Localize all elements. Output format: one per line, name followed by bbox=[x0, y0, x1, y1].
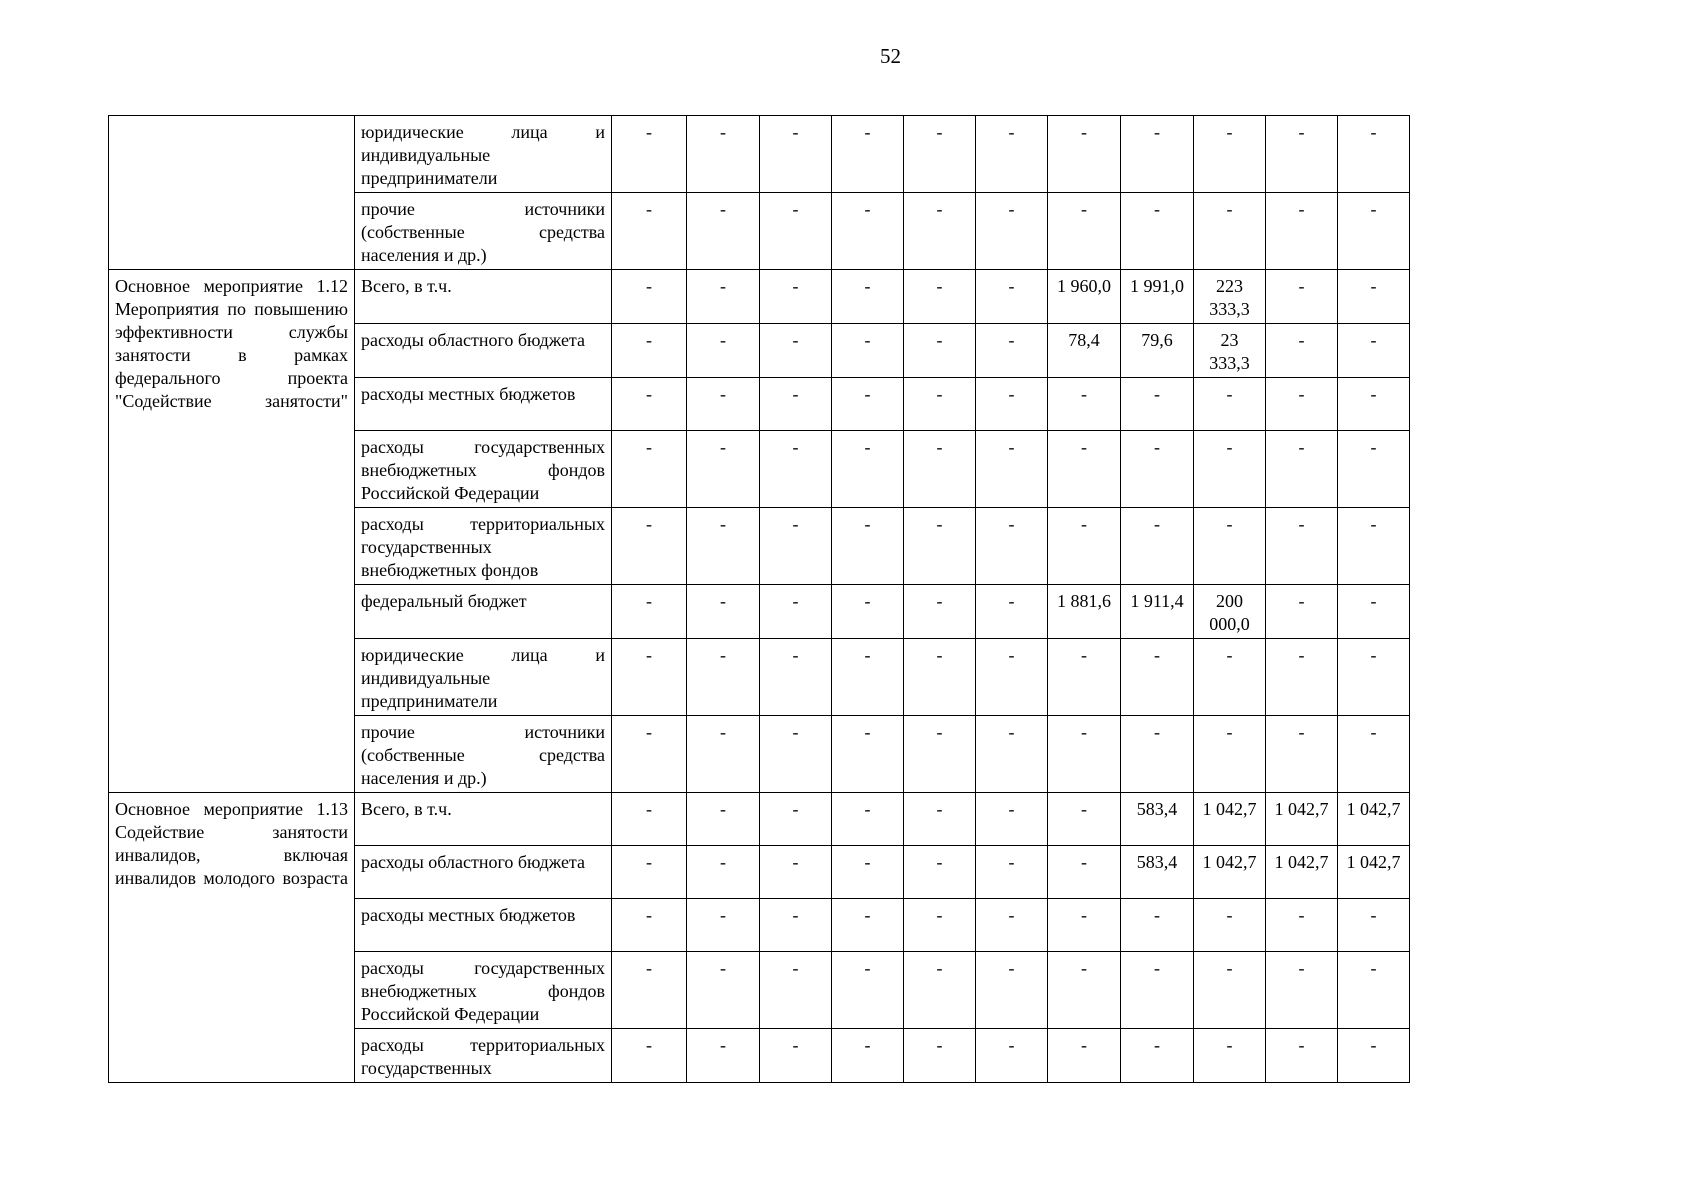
value-cell: - bbox=[832, 846, 904, 899]
value-cell: - bbox=[687, 716, 760, 793]
value-cell: - bbox=[1194, 116, 1266, 193]
value-cell: - bbox=[1121, 952, 1194, 1029]
value-cell: - bbox=[1048, 193, 1121, 270]
value-cell: - bbox=[1121, 716, 1194, 793]
value-cell: - bbox=[612, 716, 687, 793]
value-cell: - bbox=[1194, 193, 1266, 270]
funding-source-cell: прочие источники (собственные средства населения и др.) bbox=[355, 193, 612, 270]
value-cell: - bbox=[1121, 378, 1194, 431]
value-cell: - bbox=[976, 793, 1048, 846]
value-cell: - bbox=[1194, 952, 1266, 1029]
value-cell: 1 042,7 bbox=[1338, 793, 1410, 846]
value-cell: - bbox=[612, 116, 687, 193]
value-cell: - bbox=[904, 952, 976, 1029]
value-cell: - bbox=[687, 431, 760, 508]
value-cell: - bbox=[1194, 1029, 1266, 1083]
value-cell: - bbox=[760, 116, 832, 193]
value-cell: - bbox=[760, 639, 832, 716]
value-cell: - bbox=[1266, 270, 1338, 324]
value-cell: - bbox=[612, 431, 687, 508]
value-cell: - bbox=[1266, 585, 1338, 639]
value-cell: - bbox=[1338, 899, 1410, 952]
value-cell: 1 991,0 bbox=[1121, 270, 1194, 324]
value-cell: - bbox=[1338, 639, 1410, 716]
value-cell: - bbox=[760, 378, 832, 431]
value-cell: - bbox=[832, 270, 904, 324]
value-cell: 223 333,3 bbox=[1194, 270, 1266, 324]
value-cell: - bbox=[1048, 116, 1121, 193]
funding-source-cell: расходы государственных внебюджетных фондов Российской Федерации bbox=[355, 952, 612, 1029]
value-cell: - bbox=[612, 270, 687, 324]
value-cell: 1 042,7 bbox=[1194, 846, 1266, 899]
value-cell: - bbox=[832, 193, 904, 270]
value-cell: - bbox=[1121, 116, 1194, 193]
value-cell: - bbox=[760, 585, 832, 639]
value-cell: - bbox=[612, 952, 687, 1029]
value-cell: - bbox=[1121, 508, 1194, 585]
value-cell: - bbox=[832, 116, 904, 193]
value-cell: - bbox=[904, 639, 976, 716]
value-cell: - bbox=[1266, 716, 1338, 793]
value-cell: - bbox=[832, 585, 904, 639]
funding-source-cell: расходы территориальных государственных внебюджетных фондов bbox=[355, 508, 612, 585]
value-cell: - bbox=[612, 324, 687, 378]
value-cell: - bbox=[1048, 793, 1121, 846]
value-cell: - bbox=[687, 793, 760, 846]
event-cell bbox=[109, 116, 355, 270]
value-cell: - bbox=[760, 508, 832, 585]
value-cell: - bbox=[832, 952, 904, 1029]
value-cell: 1 042,7 bbox=[1266, 846, 1338, 899]
value-cell: 1 042,7 bbox=[1194, 793, 1266, 846]
value-cell: - bbox=[1048, 899, 1121, 952]
value-cell: - bbox=[1338, 716, 1410, 793]
value-cell: - bbox=[760, 952, 832, 1029]
value-cell: - bbox=[904, 716, 976, 793]
value-cell: 1 042,7 bbox=[1266, 793, 1338, 846]
value-cell: - bbox=[760, 193, 832, 270]
value-cell: - bbox=[612, 639, 687, 716]
value-cell: - bbox=[832, 378, 904, 431]
value-cell: - bbox=[687, 270, 760, 324]
value-cell: - bbox=[612, 378, 687, 431]
value-cell: - bbox=[1338, 431, 1410, 508]
value-cell: - bbox=[687, 899, 760, 952]
value-cell: - bbox=[612, 585, 687, 639]
value-cell: - bbox=[1266, 899, 1338, 952]
value-cell: - bbox=[832, 1029, 904, 1083]
value-cell: 583,4 bbox=[1121, 846, 1194, 899]
value-cell: 583,4 bbox=[1121, 793, 1194, 846]
value-cell: - bbox=[1048, 639, 1121, 716]
value-cell: - bbox=[687, 846, 760, 899]
value-cell: - bbox=[1048, 1029, 1121, 1083]
value-cell: - bbox=[976, 952, 1048, 1029]
funding-source-cell: расходы государственных внебюджетных фондов Российской Федерации bbox=[355, 431, 612, 508]
value-cell: - bbox=[1194, 639, 1266, 716]
table-row bbox=[109, 793, 1410, 846]
value-cell: - bbox=[760, 431, 832, 508]
table-row bbox=[109, 116, 1410, 193]
value-cell: - bbox=[1121, 193, 1194, 270]
value-cell: 78,4 bbox=[1048, 324, 1121, 378]
value-cell: - bbox=[832, 508, 904, 585]
value-cell: - bbox=[1338, 508, 1410, 585]
value-cell: - bbox=[1266, 324, 1338, 378]
value-cell: - bbox=[1266, 952, 1338, 1029]
value-cell: 1 911,4 bbox=[1121, 585, 1194, 639]
value-cell: - bbox=[904, 378, 976, 431]
value-cell: - bbox=[904, 431, 976, 508]
funding-source-cell: юридические лица и индивидуальные предприниматели bbox=[355, 116, 612, 193]
value-cell: - bbox=[904, 508, 976, 585]
value-cell: - bbox=[1048, 378, 1121, 431]
value-cell: - bbox=[760, 1029, 832, 1083]
value-cell: - bbox=[1338, 378, 1410, 431]
funding-source-cell: федеральный бюджет bbox=[355, 585, 612, 639]
value-cell: - bbox=[1266, 378, 1338, 431]
value-cell: - bbox=[976, 116, 1048, 193]
value-cell: - bbox=[904, 193, 976, 270]
value-cell: - bbox=[1338, 585, 1410, 639]
value-cell: - bbox=[1338, 116, 1410, 193]
value-cell: 1 960,0 bbox=[1048, 270, 1121, 324]
table-row bbox=[109, 270, 1410, 324]
value-cell: - bbox=[612, 193, 687, 270]
funding-source-cell: расходы областного бюджета bbox=[355, 324, 612, 378]
value-cell: - bbox=[1266, 116, 1338, 193]
value-cell: - bbox=[832, 431, 904, 508]
value-cell: - bbox=[1121, 431, 1194, 508]
value-cell: - bbox=[1266, 639, 1338, 716]
value-cell: - bbox=[687, 324, 760, 378]
value-cell: - bbox=[1338, 324, 1410, 378]
value-cell: - bbox=[1266, 1029, 1338, 1083]
value-cell: - bbox=[976, 508, 1048, 585]
value-cell: - bbox=[832, 716, 904, 793]
value-cell: - bbox=[1338, 952, 1410, 1029]
value-cell: - bbox=[687, 639, 760, 716]
table-body bbox=[109, 116, 1410, 1083]
value-cell: 23 333,3 bbox=[1194, 324, 1266, 378]
value-cell: - bbox=[976, 639, 1048, 716]
value-cell: - bbox=[1194, 378, 1266, 431]
value-cell: - bbox=[976, 431, 1048, 508]
value-cell: - bbox=[1048, 508, 1121, 585]
funding-source-cell: Всего, в т.ч. bbox=[355, 270, 612, 324]
funding-source-cell: Всего, в т.ч. bbox=[355, 793, 612, 846]
value-cell: - bbox=[1048, 716, 1121, 793]
value-cell: - bbox=[1194, 899, 1266, 952]
funding-source-cell: расходы областного бюджета bbox=[355, 846, 612, 899]
funding-source-cell: расходы территориальных государственных bbox=[355, 1029, 612, 1083]
value-cell: - bbox=[976, 324, 1048, 378]
value-cell: - bbox=[832, 899, 904, 952]
value-cell: - bbox=[832, 324, 904, 378]
value-cell: - bbox=[760, 270, 832, 324]
funding-source-cell: юридические лица и индивидуальные предприниматели bbox=[355, 639, 612, 716]
value-cell: - bbox=[687, 193, 760, 270]
value-cell: - bbox=[976, 716, 1048, 793]
value-cell: - bbox=[1338, 270, 1410, 324]
value-cell: - bbox=[976, 193, 1048, 270]
value-cell: - bbox=[760, 716, 832, 793]
value-cell: - bbox=[687, 952, 760, 1029]
value-cell: - bbox=[1194, 716, 1266, 793]
value-cell: - bbox=[612, 1029, 687, 1083]
financing-table bbox=[108, 115, 1410, 1083]
value-cell: - bbox=[1121, 899, 1194, 952]
value-cell: - bbox=[976, 899, 1048, 952]
value-cell: - bbox=[904, 1029, 976, 1083]
value-cell: - bbox=[1048, 431, 1121, 508]
value-cell: - bbox=[760, 324, 832, 378]
value-cell: - bbox=[1194, 431, 1266, 508]
value-cell: - bbox=[904, 116, 976, 193]
value-cell: - bbox=[1121, 639, 1194, 716]
value-cell: - bbox=[1194, 508, 1266, 585]
value-cell: - bbox=[904, 324, 976, 378]
value-cell: - bbox=[687, 378, 760, 431]
value-cell: - bbox=[760, 899, 832, 952]
value-cell: - bbox=[976, 270, 1048, 324]
value-cell: - bbox=[976, 846, 1048, 899]
value-cell: - bbox=[687, 116, 760, 193]
value-cell: - bbox=[1266, 508, 1338, 585]
value-cell: - bbox=[687, 1029, 760, 1083]
value-cell: - bbox=[1338, 1029, 1410, 1083]
value-cell: - bbox=[904, 270, 976, 324]
value-cell: 79,6 bbox=[1121, 324, 1194, 378]
value-cell: - bbox=[1266, 193, 1338, 270]
page-number: 52 bbox=[880, 44, 901, 68]
value-cell: - bbox=[1048, 952, 1121, 1029]
funding-source-cell: расходы местных бюджетов bbox=[355, 899, 612, 952]
value-cell: 1 881,6 bbox=[1048, 585, 1121, 639]
event-cell: Основное мероприятие 1.13 Содействие занятости инвалидов, включая инвалидов молодого возраста bbox=[109, 793, 355, 1083]
value-cell: - bbox=[612, 793, 687, 846]
value-cell: - bbox=[976, 378, 1048, 431]
value-cell: - bbox=[760, 793, 832, 846]
value-cell: - bbox=[1266, 431, 1338, 508]
value-cell: - bbox=[612, 846, 687, 899]
value-cell: - bbox=[1338, 193, 1410, 270]
value-cell: - bbox=[687, 508, 760, 585]
value-cell: - bbox=[904, 846, 976, 899]
value-cell: - bbox=[1048, 846, 1121, 899]
value-cell: 200 000,0 bbox=[1194, 585, 1266, 639]
funding-source-cell: прочие источники (собственные средства населения и др.) bbox=[355, 716, 612, 793]
value-cell: - bbox=[904, 585, 976, 639]
value-cell: - bbox=[832, 793, 904, 846]
value-cell: - bbox=[976, 585, 1048, 639]
value-cell: - bbox=[760, 846, 832, 899]
value-cell: - bbox=[612, 899, 687, 952]
value-cell: - bbox=[832, 639, 904, 716]
value-cell: - bbox=[976, 1029, 1048, 1083]
value-cell: 1 042,7 bbox=[1338, 846, 1410, 899]
value-cell: - bbox=[904, 793, 976, 846]
event-cell: Основное мероприятие 1.12 Мероприятия по повышению эффективности службы занятости в рамках федерального проекта "Содействие занятости" bbox=[109, 270, 355, 793]
value-cell: - bbox=[612, 508, 687, 585]
funding-source-cell: расходы местных бюджетов bbox=[355, 378, 612, 431]
value-cell: - bbox=[904, 899, 976, 952]
value-cell: - bbox=[687, 585, 760, 639]
value-cell: - bbox=[1121, 1029, 1194, 1083]
